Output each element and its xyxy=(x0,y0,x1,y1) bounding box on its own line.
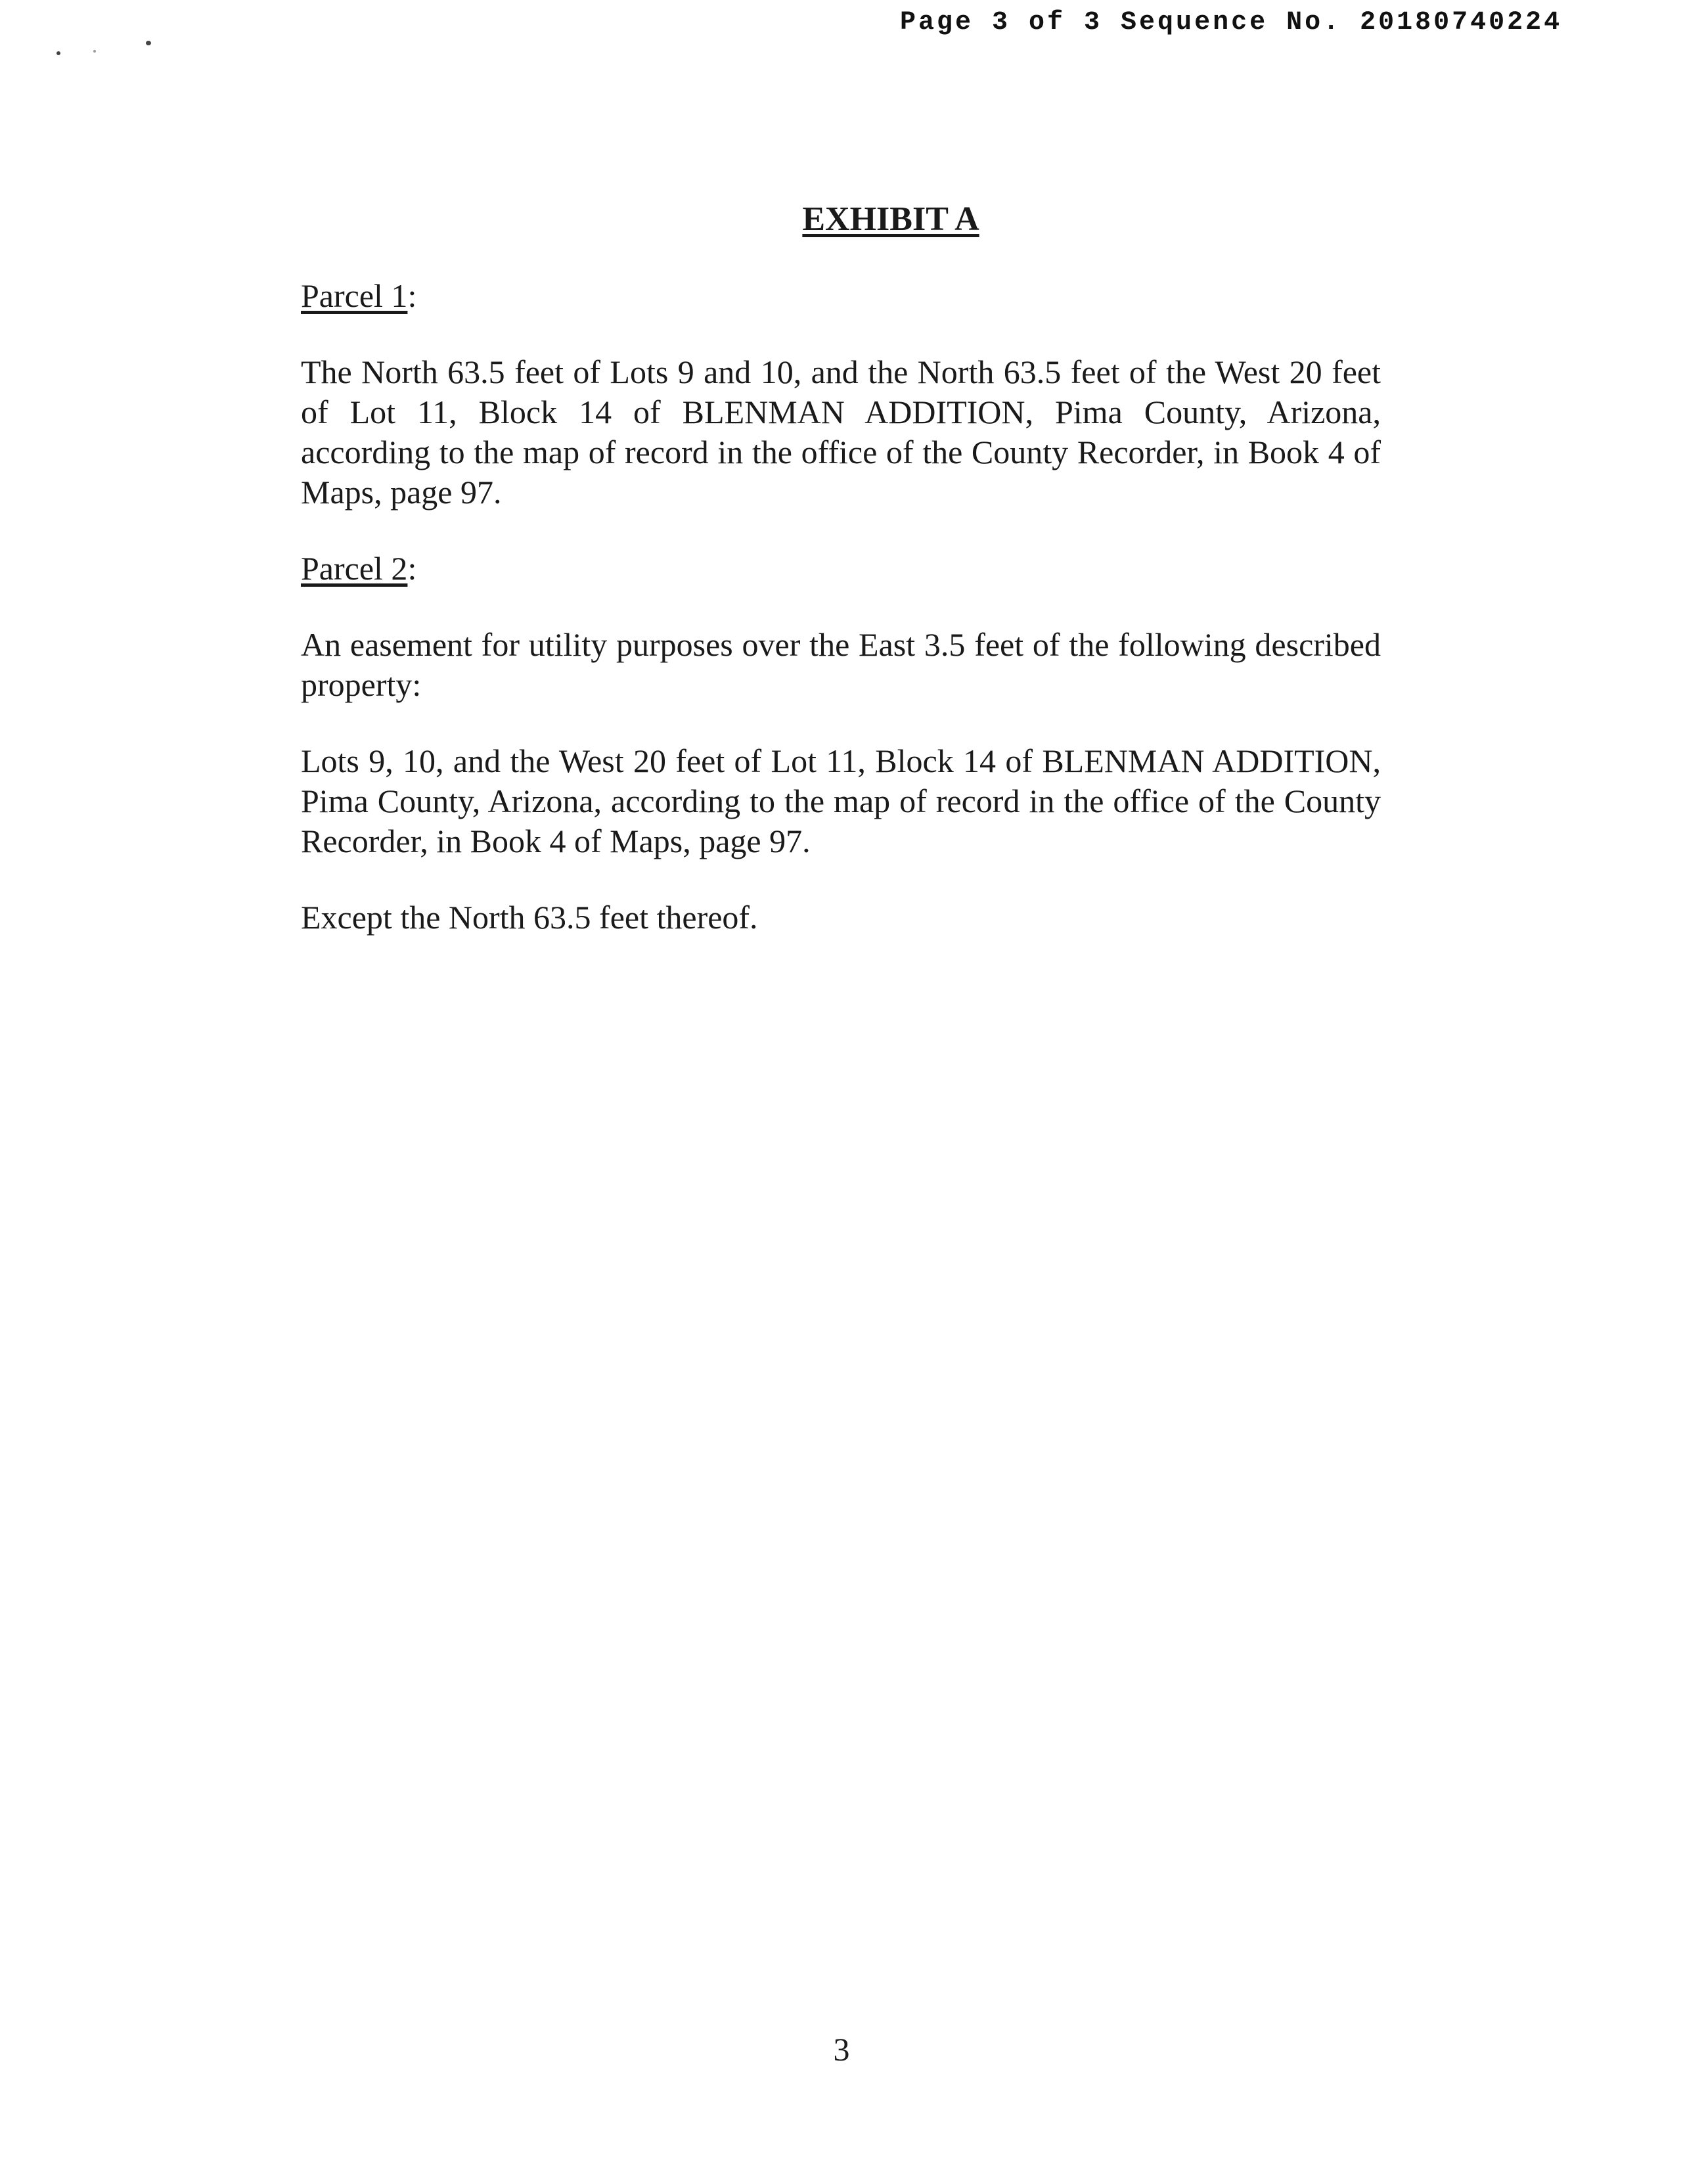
parcel-2-easement: An easement for utility purposes over the East 3.5 feet of the following described property: xyxy=(301,626,1381,703)
parcel-1-colon: : xyxy=(407,277,417,314)
parcel-2-colon: : xyxy=(407,550,417,587)
document-body xyxy=(301,276,1381,974)
parcel-1-label: Parcel 1 xyxy=(301,277,408,314)
parcel-2-label: Parcel 2 xyxy=(301,550,408,587)
scan-specks xyxy=(53,39,171,59)
parcel-1-description: The North 63.5 feet of Lots 9 and 10, and the North 63.5 feet of the West 20 feet of Lot 11, Block 14 of BLENMAN ADDITION, Pima County, Arizona, according to the map of record in the office of the County Recorder, in Book 4 of Maps, page 97. xyxy=(301,353,1381,511)
exhibit-title: EXHIBIT A xyxy=(802,200,979,238)
scan-speck xyxy=(56,51,60,55)
parcel-2-property: Lots 9, 10, and the West 20 feet of Lot 11, Block 14 of BLENMAN ADDITION, Pima County, Arizona, according to the map of record in the office of the County Recorder, in Book 4 of Maps, page 97. xyxy=(301,742,1381,859)
page-number: 3 xyxy=(833,2031,850,2068)
parcel-2-exception: Except the North 63.5 feet thereof. xyxy=(301,899,758,936)
page-header: Page 3 of 3 Sequence No. 20180740224 xyxy=(900,8,1563,37)
scan-speck xyxy=(146,41,151,45)
scan-speck xyxy=(93,50,96,53)
parcel-1-heading xyxy=(301,276,1381,316)
parcel-2-heading xyxy=(301,549,1381,589)
